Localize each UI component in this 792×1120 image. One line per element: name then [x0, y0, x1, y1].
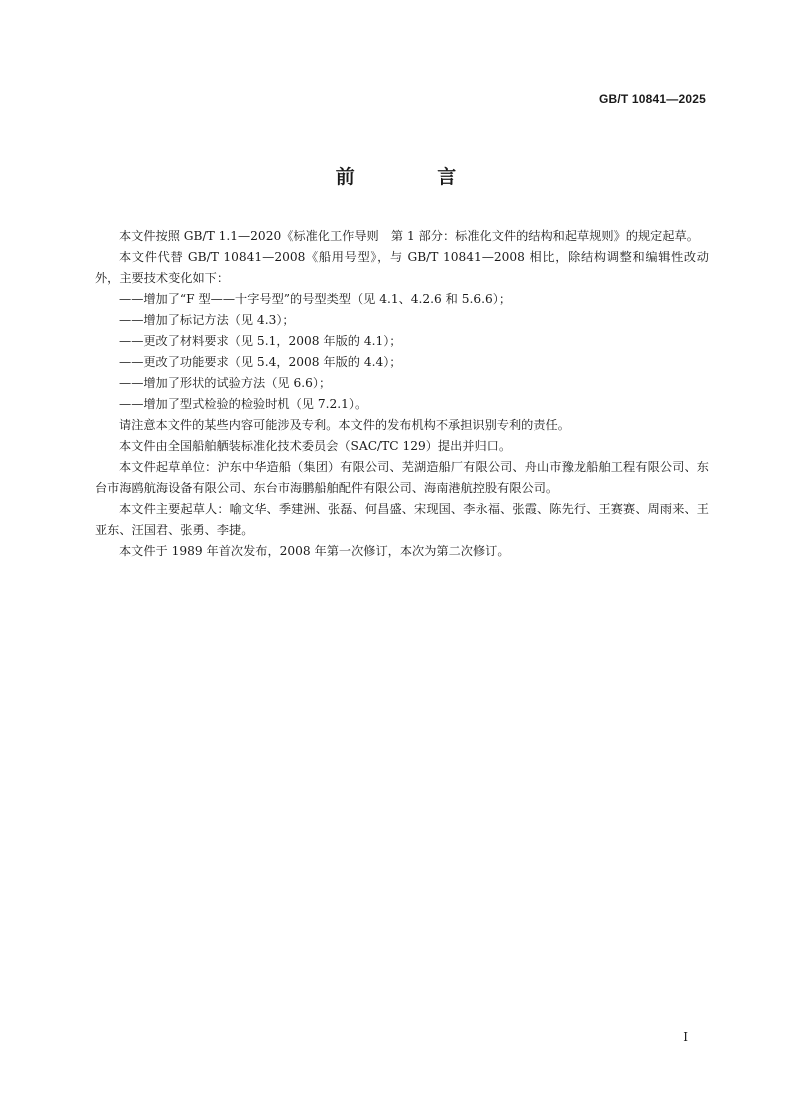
change-item: ——更改了功能要求（见 5.4，2008 年版的 4.4）；	[119, 355, 402, 369]
paragraph-history: 本文件于 1989 年首次发布，2008 年第一次修订，本次为第二次修订。	[119, 544, 510, 558]
standard-number: GB/T 10841—2025	[598, 92, 706, 106]
paragraph-replaces: 本文件代替 GB/T 10841—2008《船用号型》，与 GB/T 10841—2008 相比，除结构调整和编辑性改动外，主要技术变化如下：	[95, 250, 709, 285]
paragraph-drafting-rules: 本文件按照 GB/T 1.1—2020《标准化工作导则 第 1 部分：标准化文件的结构和起草规则》的规定起草。	[119, 229, 699, 243]
paragraph-drafting-units: 本文件起草单位：沪东中华造船（集团）有限公司、芜湖造船厂有限公司、舟山市豫龙船舶工程有限公司、东台市海鸥航海设备有限公司、东台市海鹏船舶配件有限公司、海南港航控股有限公司。	[95, 460, 709, 495]
paragraph-patent-notice: 请注意本文件的某些内容可能涉及专利。本文件的发布机构不承担识别专利的责任。	[119, 418, 570, 432]
page-number: I	[683, 1030, 688, 1044]
change-item: ——增加了标记方法（见 4.3）；	[119, 313, 295, 327]
change-item: ——增加了型式检验的检验时机（见 7.2.1）。	[119, 397, 368, 411]
paragraph-drafters: 本文件主要起草人：喻文华、季建洲、张磊、何昌盛、宋现国、李永福、张霞、陈先行、王赛赛、周雨来、王亚东、汪国君、张勇、李捷。	[95, 502, 709, 537]
page-title: 前 言	[335, 166, 495, 188]
paragraph-proposed-by: 本文件由全国船舶舾装标准化技术委员会（SAC/TC 129）提出并归口。	[119, 439, 512, 453]
foreword-body	[95, 226, 709, 562]
change-item: ——增加了形状的试验方法（见 6.6）；	[119, 376, 332, 390]
change-item: ——更改了材料要求（见 5.1，2008 年版的 4.1）；	[119, 334, 402, 348]
change-item: ——增加了“F 型——十字号型”的号型类型（见 4.1、4.2.6 和 5.6.6）；	[119, 292, 512, 306]
